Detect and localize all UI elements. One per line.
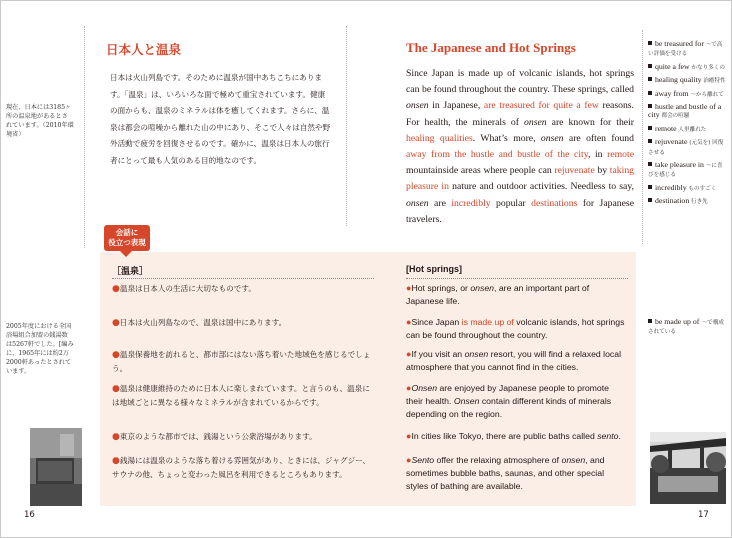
left-margin-divider (84, 26, 85, 248)
bath-photo-image (30, 428, 82, 506)
jp-heading-rule (112, 278, 374, 279)
text-run: in Japanese, (428, 100, 484, 112)
vocab-item (648, 138, 726, 157)
en-section-title: The Japanese and Hot Springs (406, 40, 576, 55)
bullet-icon (648, 198, 652, 202)
badge-line2: 役立つ表現 (108, 238, 146, 247)
margin-note-onsen-count: 現在、日本には3185ヶ所の温泉地があるとされています。（2010年環境省） (6, 104, 74, 138)
vocab-en: remote (655, 123, 677, 133)
bullet-icon (648, 139, 652, 143)
vocab-en: hustle and bustle of a city (648, 102, 722, 120)
italic-term: Sento (411, 455, 435, 465)
bullet-icon (648, 104, 652, 108)
vocab-jp: 治癒特性 (701, 78, 726, 85)
vocab-list (648, 40, 726, 211)
vocab-en: rejuvenate (655, 137, 688, 147)
italic-term: onsen (470, 283, 495, 293)
bullet-icon: ● (112, 284, 120, 294)
en-conversation-item (406, 282, 628, 308)
en-conversation-item (406, 454, 628, 493)
highlighted-phrase: healing qualities (406, 132, 473, 144)
vocab-item (648, 40, 726, 59)
bullet-icon: ● (406, 349, 412, 359)
page-number-left: 16 (24, 510, 35, 520)
jp-item-text: 温泉は日本人の生活に大切なものです。 (119, 284, 256, 293)
vocab-divider (642, 30, 643, 244)
en-body-text (406, 66, 634, 228)
text-run: If you visit an (411, 349, 465, 359)
highlighted-phrase: remote (607, 149, 634, 161)
italic-term: onsen (406, 100, 429, 112)
bullet-icon: ● (112, 318, 120, 328)
text-run: resort, you will find a relaxed local atmosphere that you cannot find in the cities. (406, 349, 622, 372)
vocab-en: healing quality (655, 75, 702, 85)
vocab-item (648, 63, 726, 72)
vocab-en: quite a few (655, 61, 690, 71)
bullet-icon: ● (406, 455, 412, 465)
vocab-item (648, 318, 726, 337)
text-run: Since Japan (411, 317, 462, 327)
bullet-icon (648, 91, 652, 95)
text-run: . (618, 431, 621, 441)
margin-note-sento-count: 2005年度における全国浴場組合加盟の銭湯数は5267軒でした。[編みに、1965年には約2万2000軒あったとされています。 (6, 323, 74, 375)
text-run: are (428, 197, 452, 209)
bullet-icon: ● (406, 283, 412, 293)
text-run: mountainside areas where people can (406, 165, 555, 177)
vocab-item (648, 161, 726, 180)
text-run: Since Japan is made up of volcanic islands, hot springs can be found throughout the country. These springs, called (406, 68, 634, 96)
italic-term: sento (597, 431, 619, 441)
vocab-item (648, 103, 726, 121)
center-divider (346, 26, 347, 226)
text-run: reasons. For health, the minerals of (406, 100, 634, 128)
jp-item-text: 東京のような都市では、銭湯という公衆浴場があります。 (119, 432, 317, 441)
text-run: contain different kinds of minerals depending on the region. (406, 396, 612, 419)
vocab-jp: 都会の喧騒 (659, 113, 690, 120)
text-run: by (594, 165, 610, 177)
jp-conversation-item (112, 316, 374, 330)
jp-item-text: 温泉保養地を訪れると、都市部にはない落ち着いた地域色を感じるでしょう。 (112, 350, 371, 373)
jp-section-title: 日本人と温泉 (106, 42, 182, 57)
bullet-icon: ● (112, 384, 120, 394)
text-run: , are an important part of Japanese life. (406, 283, 590, 306)
jp-conversation-item (112, 382, 374, 409)
bullet-icon: ● (406, 383, 412, 393)
text-run: . What’s more, (472, 132, 541, 144)
text-run: are enjoyed by Japanese people to promote their health. (406, 383, 609, 406)
vocab-item (648, 76, 726, 85)
text-run: volcanic islands, hot springs can be found throughout the country. (406, 317, 625, 340)
jp-body-text: 日本は火山列島です。そのために温泉が国中あちこちにあります。「温泉」は、いろいろな面で極めて重宝されています。健康の面からも、温泉のミネラルは体を癒してくれます。さらに、温泉は都会の喧噪から離れた山の中にあり、そこで人々は自然や野外活動で疲労を回復させるのです。確かに、温泉は日本人の旅行者にとって最も人気のある目的地なのです。 (110, 73, 331, 165)
italic-term: Onsen (453, 396, 480, 406)
vocab-en: away from (655, 88, 689, 98)
vocab-en: destination (655, 196, 690, 206)
italic-term: onsen (561, 455, 586, 465)
highlighted-phrase: are treasured for quite a few (483, 100, 599, 112)
en-conversation-item (406, 348, 628, 374)
vocab-jp: 〜で高い評価を受ける (648, 42, 723, 58)
text-run: Hot springs, or (411, 283, 471, 293)
bath-photo (30, 428, 82, 506)
italic-term: onsen (540, 132, 564, 144)
jp-item-text: 日本は火山列島なので、温泉は国中にあります。 (119, 318, 287, 327)
en-conversation-heading: [Hot springs] (406, 264, 462, 274)
vocab-en: incredibly (655, 182, 687, 192)
bullet-icon: ● (112, 350, 120, 360)
jp-conversation-item (112, 454, 374, 481)
vocab-jp: ものすごく (686, 185, 717, 192)
highlighted-phrase: destinations (531, 197, 578, 209)
jp-conversation-heading: ［温泉］ (112, 267, 149, 277)
highlighted-phrase: away from the hustle and bustle of the city (406, 149, 588, 161)
text-run: popular (490, 197, 532, 209)
text-run: , in (587, 149, 608, 161)
vocab-jp: 〜から離れて (688, 91, 724, 98)
italic-term: onsen (406, 197, 429, 209)
text-run: are known for their (546, 116, 635, 128)
conversation-badge (104, 225, 150, 251)
bullet-icon (648, 319, 652, 323)
bullet-icon: ● (112, 456, 120, 466)
vocab-item (648, 184, 726, 193)
bullet-icon (648, 64, 652, 68)
text-run: offer the relaxing atmosphere of (434, 455, 562, 465)
bullet-icon (648, 126, 652, 130)
bullet-icon: ● (406, 431, 412, 441)
page-number-right: 17 (698, 510, 709, 520)
jp-item-text: 温泉は健康維持のために日本人に楽しまれています。と言うのも、温泉には地域ごとに異なる様々なミネラルが含まれているからです。 (112, 384, 370, 407)
highlighted-phrase: taking pleasure in (406, 165, 635, 193)
onsen-landscape-photo (650, 432, 726, 504)
en-heading-rule (406, 278, 628, 279)
italic-term: Onsen (411, 383, 438, 393)
vocab-jp: 行き先 (689, 199, 708, 206)
vocab-jp: (元気を) 回復させる (648, 140, 724, 156)
text-run: In cities like Tokyo, there are public baths called (411, 431, 598, 441)
bullet-icon (648, 185, 652, 189)
vocab-jp: 〜に喜びを感じる (648, 163, 723, 179)
bullet-icon: ● (112, 432, 120, 442)
jp-conversation-item (112, 430, 374, 444)
vocab-jp: 人里離れた (676, 126, 707, 133)
text-run: are often found (563, 132, 634, 144)
vocab-en: take pleasure in (655, 160, 704, 170)
highlighted-phrase: incredibly (451, 197, 491, 209)
jp-item-text: 銭湯には温泉のような落ち着ける雰囲気があり、ときには、ジャグジー、サウナの他、ちょっと変わった風呂を利用できるところもあります。 (112, 456, 370, 479)
highlighted-phrase: is made up of (461, 317, 514, 327)
vocab-list-2 (648, 318, 726, 341)
badge-line1: 会話に (115, 228, 139, 237)
text-run: for Japanese travelers. (406, 197, 634, 225)
en-conversation-item (406, 316, 628, 342)
italic-term: onsen (464, 349, 489, 359)
jp-conversation-item (112, 348, 374, 375)
en-conversation-item (406, 430, 628, 443)
jp-conversation-item (112, 282, 374, 296)
bullet-icon (648, 41, 652, 45)
en-conversation-item (406, 382, 628, 421)
text-run: nature and outdoor activities. Needless to say, (448, 181, 634, 193)
highlighted-phrase: rejuvenate (554, 165, 595, 177)
text-run: , and sometimes bubble baths, saunas, and other special styles of bathing are available. (406, 455, 605, 491)
vocab-item (648, 197, 726, 206)
vocab-jp: 〜で構成されている (648, 320, 725, 336)
bullet-icon: ● (406, 317, 412, 327)
vocab-en: be treasured for (655, 39, 704, 48)
onsen-photo-image (650, 432, 726, 504)
italic-term: onsen (524, 116, 547, 128)
vocab-jp: かなり多くの (689, 64, 725, 71)
vocab-en: be made up of (655, 317, 700, 326)
vocab-item (648, 125, 726, 134)
vocab-item (648, 90, 726, 99)
bullet-icon (648, 162, 652, 166)
bullet-icon (648, 77, 652, 81)
